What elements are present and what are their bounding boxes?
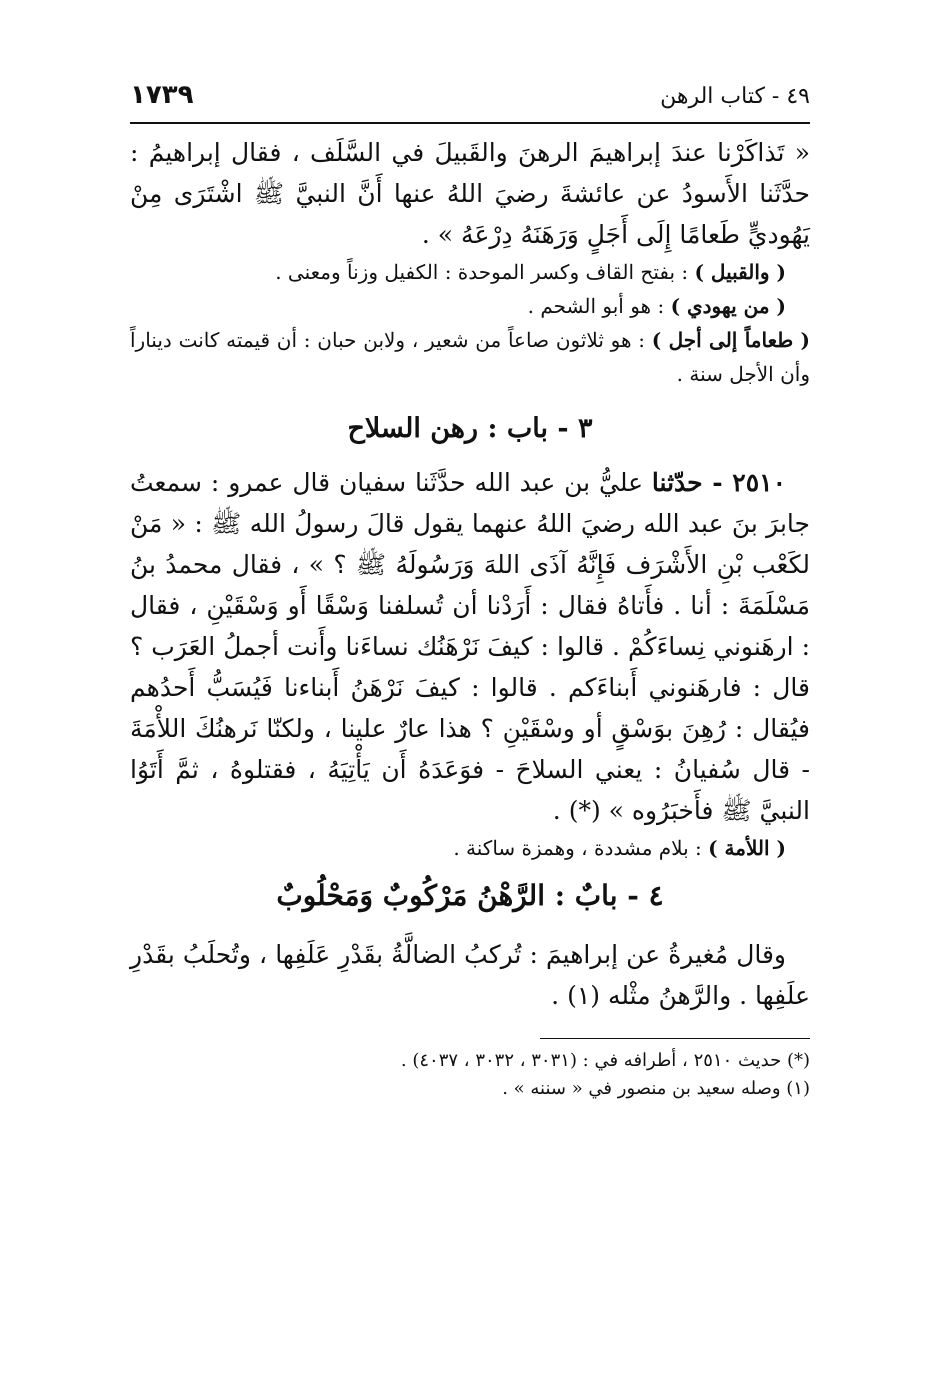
note-text: : هو أبو الشحم .	[527, 294, 671, 318]
footnote-rule	[540, 1038, 810, 1039]
page-number: ١٧٣٩	[130, 80, 194, 110]
footnote: (١) وصله سعيد بن منصور في « سننه » .	[502, 1078, 810, 1099]
note-text: : هو ثلاثون صاعاً من شعير ، ولابن حبان : أن قيمته كانت ديناراً وأن الأجل سنة .	[130, 328, 810, 386]
section-heading: ٤ - بابٌ : الرَّهْنُ مَرْكُوبٌ وَمَحْلُوبٌ	[276, 879, 664, 912]
note-term: ( والقبيل )	[694, 260, 786, 284]
hadith-continuation: « تَذاكَرْنا عندَ إبراهيمَ الرهنَ والقَبيلَ في السَّلَف ، فقال إبراهيمُ : حدَّثَنا الأَسودُ عن عائشةَ رضيَ اللهُ عنها أَنَّ النبيَّ ﷺ اشْتَرَى مِنْ يَهُوديٍّ طَعامًا إِلَى أَجَلٍ وَرَهَنَهُ دِرْعَهُ » .	[130, 138, 810, 249]
note-term: ( من يهودي )	[670, 294, 786, 318]
hadith-number: ٢٥١٠	[732, 468, 786, 497]
chapter-title: ٤٩ - كتاب الرهن	[660, 84, 810, 109]
section-heading: ٣ - باب : رهن السلاح	[347, 413, 593, 444]
hadith-text: عليُّ بن عبد الله حدَّثَنا سفيان قال عمرو : سمعتُ جابرَ بنَ عبد الله رضيَ اللهُ عنهما يقول قالَ رسولُ الله ﷺ : « مَنْ لكَعْب بْنِ الأَشْرَف فَإِنَّهُ آذَى اللهَ وَرَسُولَهُ ﷺ ؟ » ، فقال محمدُ بنُ مَسْلَمَةَ : أنا . فأَتاهُ فقال : أَرَدْنا أن تُسلفنا وَسْقًا أَو وَسْقَيْنِ ، فقال : ارهَنوني نِساءَكُمْ . قالوا : كيفَ نَرْهَنُك نساءَنا وأَنت أجملُ العَرَب ؟ قال : فارهَنوني أَبناءَكم . قالوا : كيفَ نَرْهَنُ أَبناءنا فَيُسَبُّ أَحدُهم فيُقال : رُهِنَ بوَسْقٍ أو وسْقَيْنِ ؟ هذا عارٌ علينا ، ولكنّا نَرهنُكَ اللأْمَةَ - قال سُفيانُ : يعني السلاحَ - فوَعَدَهُ أَن يَأْتِيَهُ ، فقتلوهُ ، ثمَّ أَتَوُا النبيَّ ﷺ فأَخبَرُوه » (*) .	[130, 468, 810, 825]
footnote: (*) حديث ٢٥١٠ ، أطرافه في : (٣٠٣١ ، ٣٠٣٢ ، ٤٠٣٧) .	[400, 1050, 810, 1071]
header-rule	[130, 122, 810, 124]
section-text: وقال مُغيرةُ عن إبراهيمَ : تُركبُ الضالَّةُ بقَدْرِ عَلَفِها ، وتُحلَبُ بقَدْرِ علَفِها . والرَّهنُ مثْله (١) .	[130, 940, 810, 1010]
hadith-body	[130, 462, 810, 831]
hadith-lead: - حدّثنا	[651, 468, 733, 497]
book-page	[130, 80, 810, 1103]
page-header	[130, 80, 810, 120]
note-text: : بفتح القاف وكسر الموحدة : الكفيل وزناً ومعنى .	[275, 260, 695, 284]
explanation-note	[130, 323, 810, 391]
explanation-note	[130, 289, 810, 323]
note-text: : بلام مشددة ، وهمزة ساكنة .	[453, 836, 709, 860]
note-term: ( طعاماً إلى أجل )	[651, 328, 810, 352]
note-term: ( اللأمة )	[708, 836, 786, 860]
explanation-note	[130, 831, 810, 865]
explanation-note	[130, 255, 810, 289]
